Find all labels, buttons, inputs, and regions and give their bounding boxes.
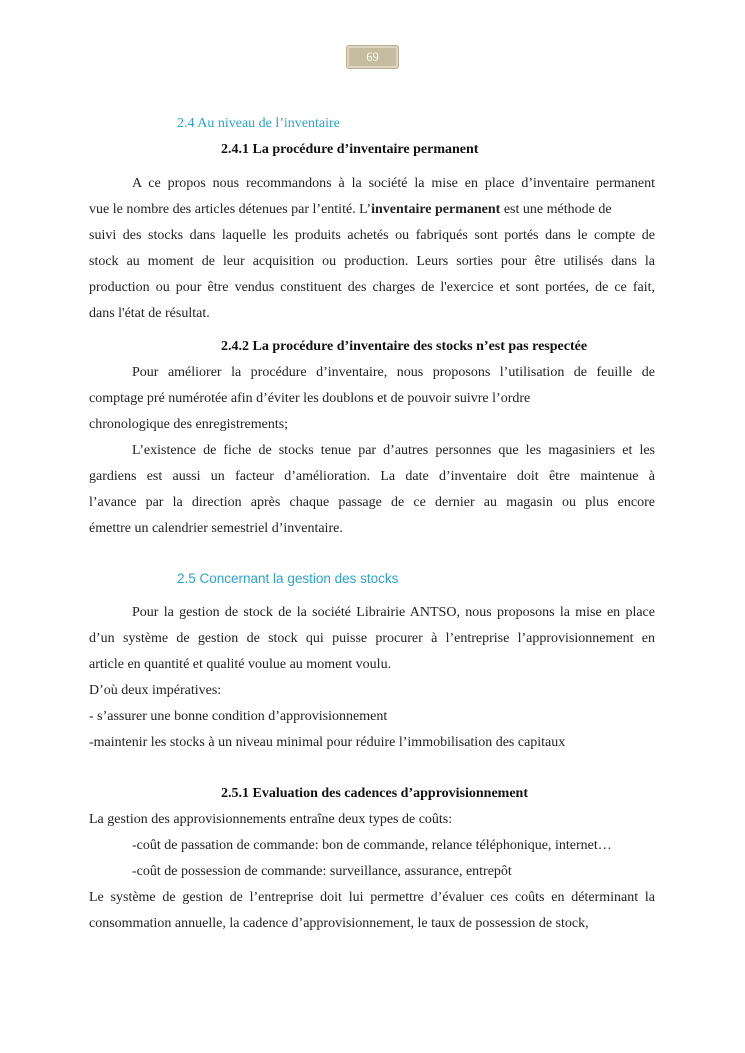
- paragraph-line: stock au moment de leur acquisition ou production. Leurs sorties pour être utilisés dans la: [89, 254, 655, 269]
- subsection-heading-2-5-1: 2.5.1 Evaluation des cadences d’approvisionnement: [221, 786, 528, 801]
- list-item: -coût de passation de commande: bon de commande, relance téléphonique, internet…: [132, 838, 612, 853]
- list-item: -coût de possession de commande: surveillance, assurance, entrepôt: [132, 864, 512, 879]
- paragraph-line: Pour améliorer la procédure d’inventaire, nous proposons l’utilisation de feuille de: [132, 365, 655, 380]
- section-heading-2-4: 2.4 Au niveau de l’inventaire: [177, 116, 340, 131]
- paragraph-line: Le système de gestion de l’entreprise doit lui permettre d’évaluer ces coûts en déterminant la: [89, 890, 655, 905]
- paragraph-line: dans l'état de résultat.: [89, 306, 210, 321]
- paragraph-line: vue le nombre des articles détenues par l’entité. L’inventaire permanent est une méthode de: [89, 202, 612, 217]
- paragraph-line: article en quantité et qualité voulue au moment voulu.: [89, 657, 392, 672]
- subsection-heading-2-4-1: 2.4.1 La procédure d’inventaire permanent: [221, 142, 479, 157]
- section-heading-2-5: 2.5 Concernant la gestion des stocks: [177, 571, 399, 586]
- paragraph-line: d’un système de gestion de stock qui puisse procurer à l’entreprise l’approvisionnement en: [89, 631, 655, 646]
- list-item: - s’assurer une bonne condition d’approvisionnement: [89, 709, 388, 724]
- paragraph-line: D’où deux impératives:: [89, 683, 222, 698]
- page-number-badge: 69: [346, 45, 399, 69]
- paragraph-line: suivi des stocks dans laquelle les produits achetés ou fabriqués sont portés dans le compte de: [89, 228, 655, 243]
- subsection-heading-2-4-2: 2.4.2 La procédure d’inventaire des stocks n’est pas respectée: [221, 339, 588, 354]
- paragraph-line: consommation annuelle, la cadence d’approvisionnement, le taux de possession de stock,: [89, 916, 589, 931]
- paragraph-line: l’avance par la direction après chaque passage de ce dernier au magasin ou plus encore: [89, 495, 655, 510]
- paragraph-line: A ce propos nous recommandons à la société la mise en place d’inventaire permanent: [132, 176, 655, 191]
- list-item: -maintenir les stocks à un niveau minimal pour réduire l’immobilisation des capitaux: [89, 735, 566, 750]
- paragraph-line: comptage pré numérotée afin d’éviter les doublons et de pouvoir suivre l’ordre: [89, 391, 531, 406]
- paragraph-line: Pour la gestion de stock de la société Librairie ANTSO, nous proposons la mise en place: [132, 605, 655, 620]
- paragraph-line: émettre un calendrier semestriel d’inventaire.: [89, 521, 343, 536]
- paragraph-line: L’existence de fiche de stocks tenue par d’autres personnes que les magasiniers et les: [132, 443, 655, 458]
- paragraph-line: gardiens est aussi un facteur d’amélioration. La date d’inventaire doit être maintenue à: [89, 469, 655, 484]
- paragraph-line: production ou pour être vendus constituent des charges de l'exercice et sont portées, de ce fait,: [89, 280, 655, 295]
- bold-term: inventaire permanent: [371, 202, 501, 217]
- paragraph-line: La gestion des approvisionnements entraîne deux types de coûts:: [89, 812, 453, 827]
- paragraph-line: chronologique des enregistrements;: [89, 417, 289, 432]
